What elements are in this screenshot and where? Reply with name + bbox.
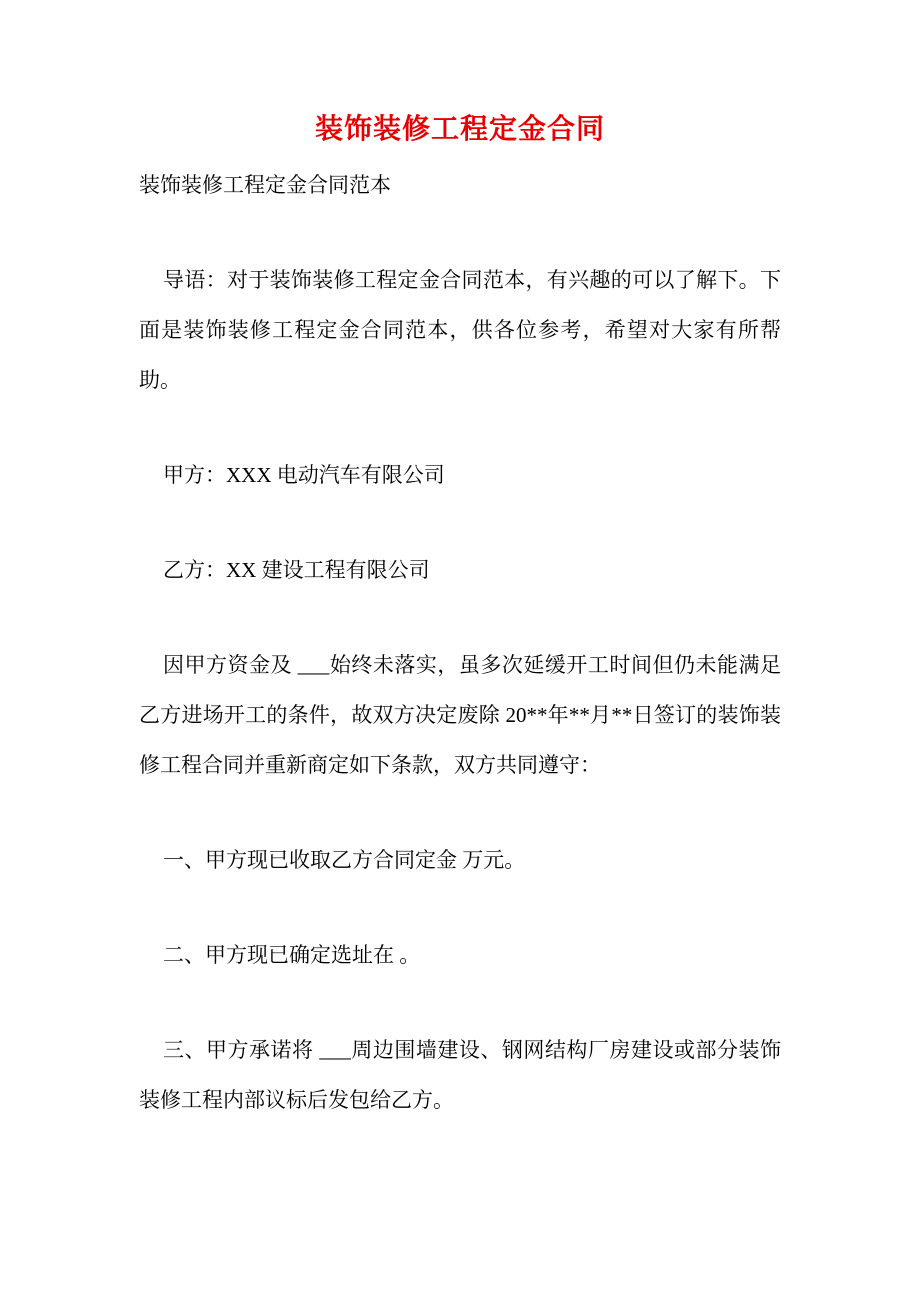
paragraph-party-b: 乙方：XX 建设工程有限公司 bbox=[163, 558, 430, 582]
paragraph-party-a: 甲方：XXX 电动汽车有限公司 bbox=[163, 463, 445, 487]
document-title: 装饰装修工程定金合同 bbox=[314, 114, 605, 145]
paragraph-preamble: 因甲方资金及 ___始终未落实，虽多次延缓开工时间但仍未能满足乙方进场开工的条件，故双方决定废除 20**年**月**日签订的装饰装修工程合同并重新商定如下条款，双方共同遵守： bbox=[139, 653, 781, 777]
paragraph-clause-1: 一、甲方现已收取乙方合同定金 万元。 bbox=[163, 848, 526, 872]
paragraph-template-subtitle: 装饰装修工程定金合同范本 bbox=[139, 173, 391, 197]
paragraph-clause-3: 三、甲方承诺将 ___周边围墙建设、钢网结构厂房建设或部分装饰装修工程内部议标后发包给乙方。 bbox=[139, 1038, 781, 1112]
paragraph-intro: 导语：对于装饰装修工程定金合同范本，有兴趣的可以了解下。下面是装饰装修工程定金合同范本，供各位参考，希望对大家有所帮助。 bbox=[139, 268, 781, 392]
paragraph-clause-2: 二、甲方现已确定选址在 。 bbox=[163, 943, 421, 967]
